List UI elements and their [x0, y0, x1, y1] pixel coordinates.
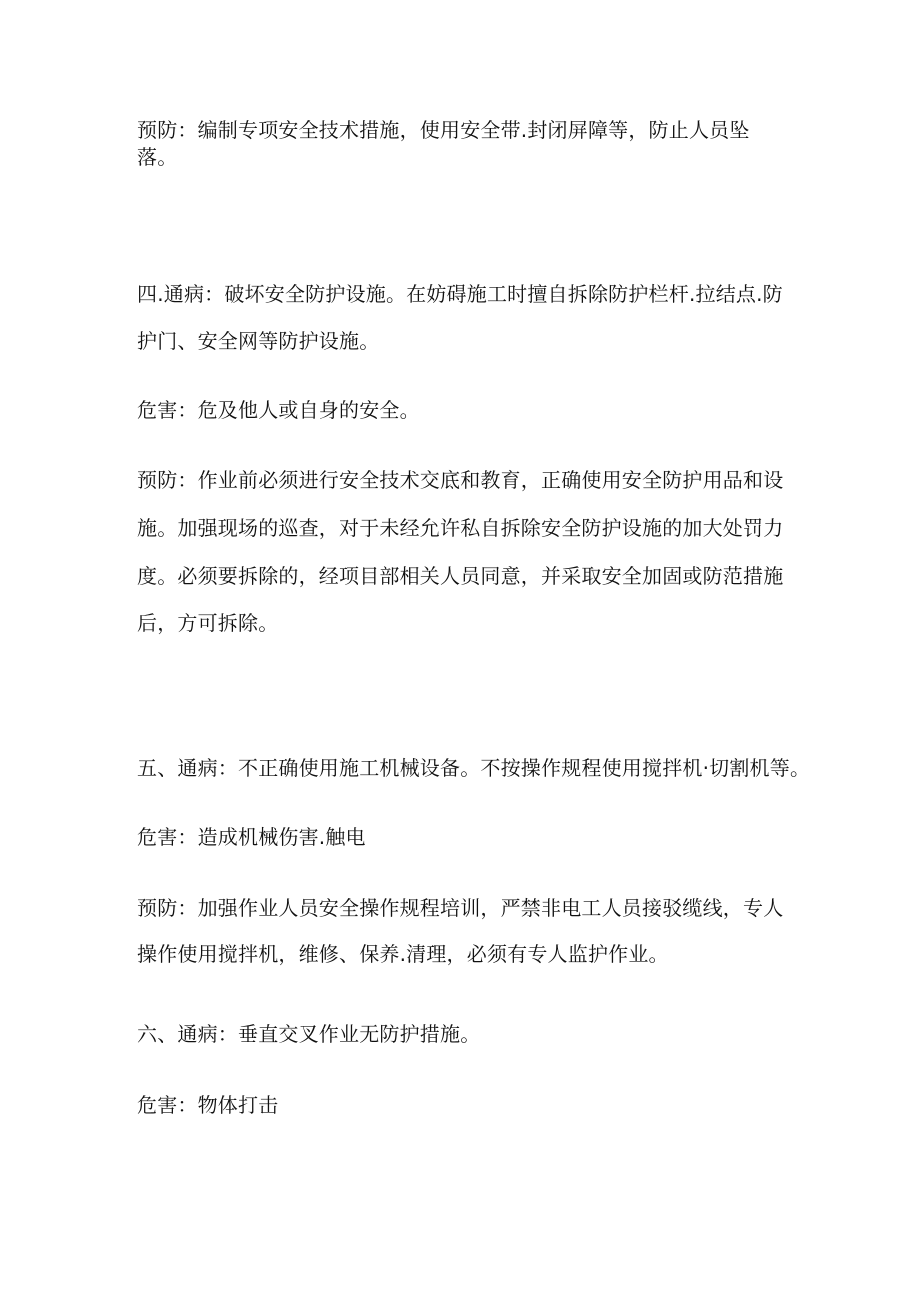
prevention-3-line-2: 落。: [137, 145, 178, 169]
problem-6-line-1: 六、通病：垂直交叉作业无防护措施。: [137, 1022, 481, 1046]
prevention-4-line-3: 度。必须要拆除的，经项目部相关人员同意，并采取安全加固或防范措施: [137, 564, 784, 588]
prevention-4-line-1: 预防：作业前必须进行安全技术交底和教育，正确使用安全防护用品和设: [137, 468, 784, 492]
prevention-4-line-4: 后，方可拆除。: [137, 611, 279, 635]
problem-4-line-2: 护门、安全网等防护设施。: [137, 329, 380, 353]
prevention-5-line-1: 预防：加强作业人员安全操作规程培训，严禁非电工人员接驳缆线，专人: [137, 896, 784, 920]
problem-4-line-1: 四.通病：破坏安全防护设施。在妨碍施工时擅自拆除防护栏杆.拉结点.防: [137, 282, 783, 306]
harm-6-line-1: 危害：物体打击: [137, 1093, 279, 1117]
problem-5-line-1: 五、通病：不正确使用施工机械设备。不按操作规程使用搅拌机·切割机等。: [137, 756, 811, 780]
harm-5-line-1: 危害：造成机械伤害.触电: [137, 825, 366, 849]
prevention-4-line-2: 施。加强现场的巡查，对于未经允许私自拆除安全防护设施的加大处罚力: [137, 516, 784, 540]
prevention-5-line-2: 操作使用搅拌机，维修、保养.清理，必须有专人监护作业。: [137, 942, 669, 966]
prevention-3-line-1: 预防：编制专项安全技术措施，使用安全带.封闭屏障等，防止人员坠: [137, 118, 750, 142]
harm-4-line-1: 危害：危及他人或自身的安全。: [137, 398, 420, 422]
